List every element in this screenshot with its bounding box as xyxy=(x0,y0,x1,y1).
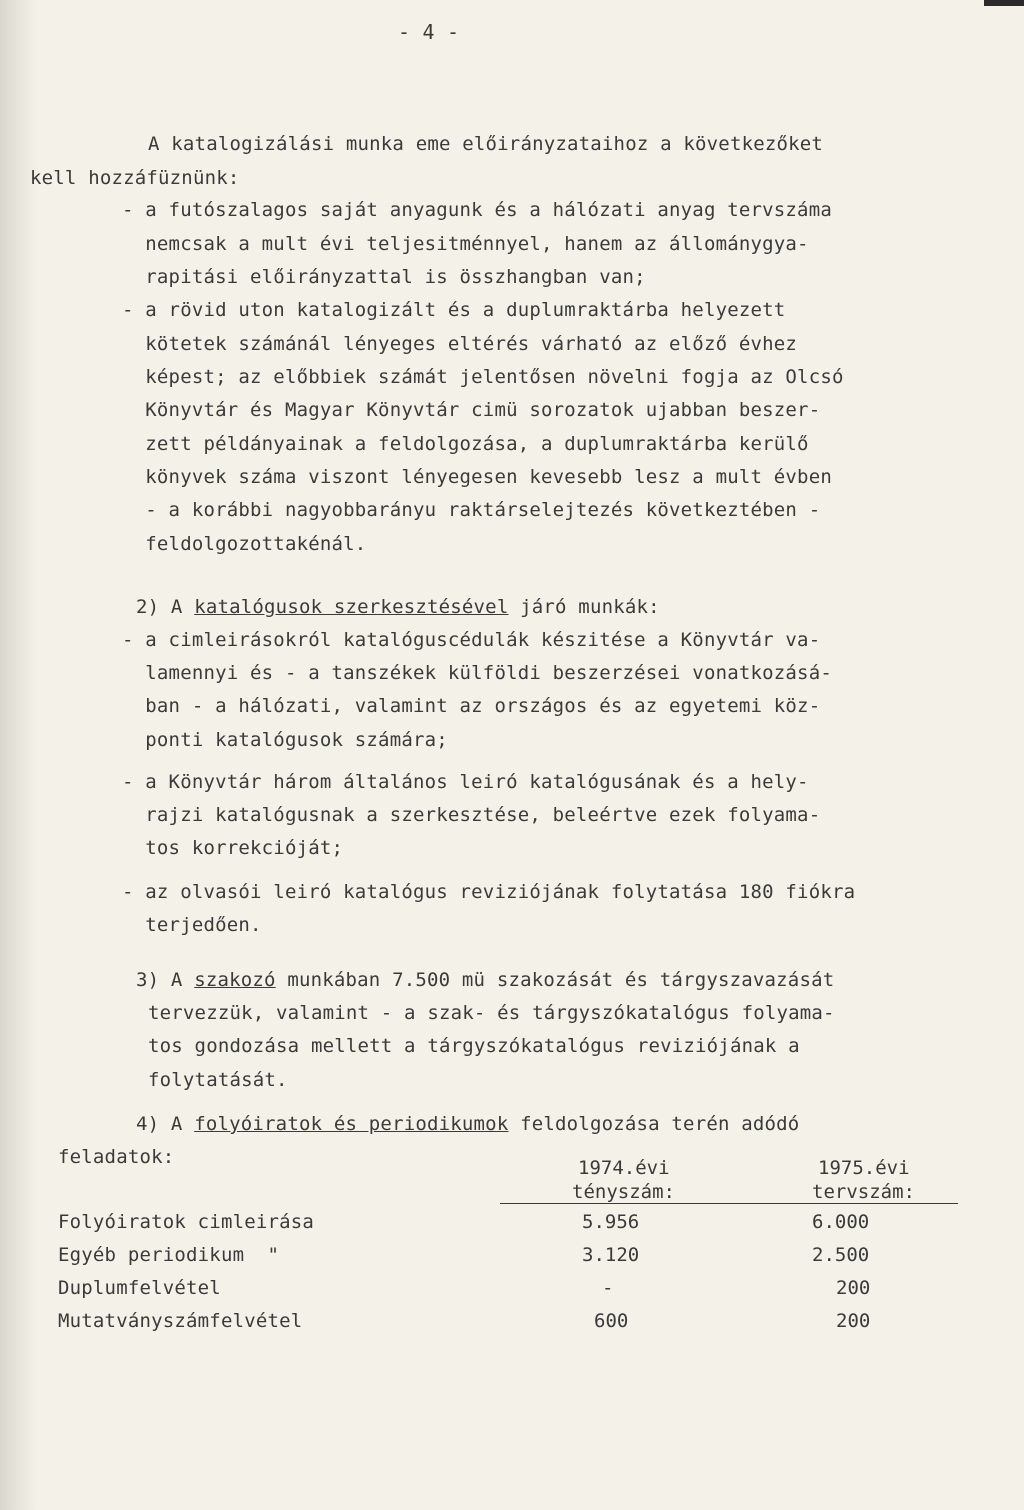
section-heading-rest: feldolgozása terén adódó xyxy=(508,1113,800,1135)
bullet-line: terjedően. xyxy=(122,914,262,936)
bullet-line: rajzi katalógusnak a szerkesztése, beleértve ezek folyama- xyxy=(122,804,821,826)
table-cell: - xyxy=(602,1277,614,1299)
col-1974-subheader: tényszám: xyxy=(572,1181,675,1203)
bullet-line: könyvek száma viszont lényegesen kevesebb lesz a mult évben xyxy=(122,466,832,488)
col-1974-header: 1974.évi xyxy=(578,1157,670,1179)
paragraph-line: tos gondozása mellett a tárgyszókatalógus reviziójának a xyxy=(148,1035,800,1057)
bullet-line: tos korrekcióját; xyxy=(122,837,344,859)
table-cell: 6.000 xyxy=(812,1211,870,1233)
table-cell: 200 xyxy=(836,1277,871,1299)
intro-line-2: kell hozzáfüznünk: xyxy=(30,167,240,189)
section-heading-rest: munkában 7.500 mü szakozását és tárgyszavazását xyxy=(275,969,835,991)
paragraph-line: folytatását. xyxy=(148,1069,288,1091)
section-4-line-2: feladatok: xyxy=(58,1146,175,1168)
table-header-rule xyxy=(500,1203,958,1204)
bullet-line: - az olvasói leiró katalógus reviziójának folytatása 180 fiókra xyxy=(122,881,856,903)
col-1975-header: 1975.évi xyxy=(818,1157,910,1179)
bullet-line: rapitási előirányzattal is összhangban van; xyxy=(122,266,646,288)
table-row-label: Mutatványszámfelvétel xyxy=(58,1310,303,1332)
bullet-line: - a korábbi nagyobbarányu raktárselejtezés következtében - xyxy=(122,499,821,521)
paragraph-line: tervezzük, valamint - a szak- és tárgyszókatalógus folyama- xyxy=(148,1002,835,1024)
section-heading-rest: járó munkák: xyxy=(508,596,660,618)
table-row-label: Duplumfelvétel xyxy=(58,1277,221,1299)
bullet-line: nemcsak a mult évi teljesitménnyel, hanem az állománygya- xyxy=(122,233,809,255)
bullet-line: - a cimleirásokról katalóguscédulák készitése a Könyvtár va- xyxy=(122,629,821,651)
table-cell: 3.120 xyxy=(582,1244,640,1266)
table-cell: 200 xyxy=(836,1310,871,1332)
section-title: katalógusok szerkesztésével xyxy=(194,596,509,618)
bullet-line: képest; az előbbiek számát jelentősen növelni fogja az Olcsó xyxy=(122,366,844,388)
bullet-line: ban - a hálózati, valamint az országos és az egyetemi köz- xyxy=(122,695,821,717)
section-number: 2) A xyxy=(136,596,195,618)
bullet-line: feldolgozottakénál. xyxy=(122,533,367,555)
table-row-label: Egyéb periodikum " xyxy=(58,1244,280,1266)
bullet-line: - a rövid uton katalogizált és a duplumraktárba helyezett xyxy=(122,299,786,321)
bullet-line: - a futószalagos saját anyagunk és a hálózati anyag tervszáma xyxy=(122,199,832,221)
section-number: 4) A xyxy=(136,1113,195,1135)
bullet-line: kötetek számánál lényeges eltérés várható az előző évhez xyxy=(122,333,798,355)
table-cell: 5.956 xyxy=(582,1211,640,1233)
intro-line-1: A katalogizálási munka eme előirányzataihoz a következőket xyxy=(148,133,824,155)
col-1975-subheader: tervszám: xyxy=(812,1181,915,1203)
table-row-label: Folyóiratok cimleirása xyxy=(58,1211,315,1233)
section-4-heading xyxy=(136,1112,799,1136)
scan-edge-mark xyxy=(984,0,1024,6)
bullet-line: lamennyi és - a tanszékek külföldi beszerzései vonatkozásá- xyxy=(122,662,832,684)
table-cell: 600 xyxy=(594,1310,629,1332)
bullet-line: zett példányainak a feldolgozása, a duplumraktárba kerülő xyxy=(122,433,809,455)
section-2-heading xyxy=(136,595,660,619)
table-cell: 2.500 xyxy=(812,1244,870,1266)
bullet-line: Könyvtár és Magyar Könyvtár cimü sorozatok ujabban beszer- xyxy=(122,399,821,421)
section-title: szakozó xyxy=(194,969,276,991)
section-number: 3) A xyxy=(136,969,195,991)
binding-edge xyxy=(0,0,38,1510)
section-title: folyóiratok és periodikumok xyxy=(194,1113,509,1135)
bullet-line: ponti katalógusok számára; xyxy=(122,729,448,751)
page-number: - 4 - xyxy=(398,20,460,44)
section-3-heading xyxy=(136,968,834,992)
bullet-line: - a Könyvtár három általános leiró katalógusának és a hely- xyxy=(122,771,809,793)
